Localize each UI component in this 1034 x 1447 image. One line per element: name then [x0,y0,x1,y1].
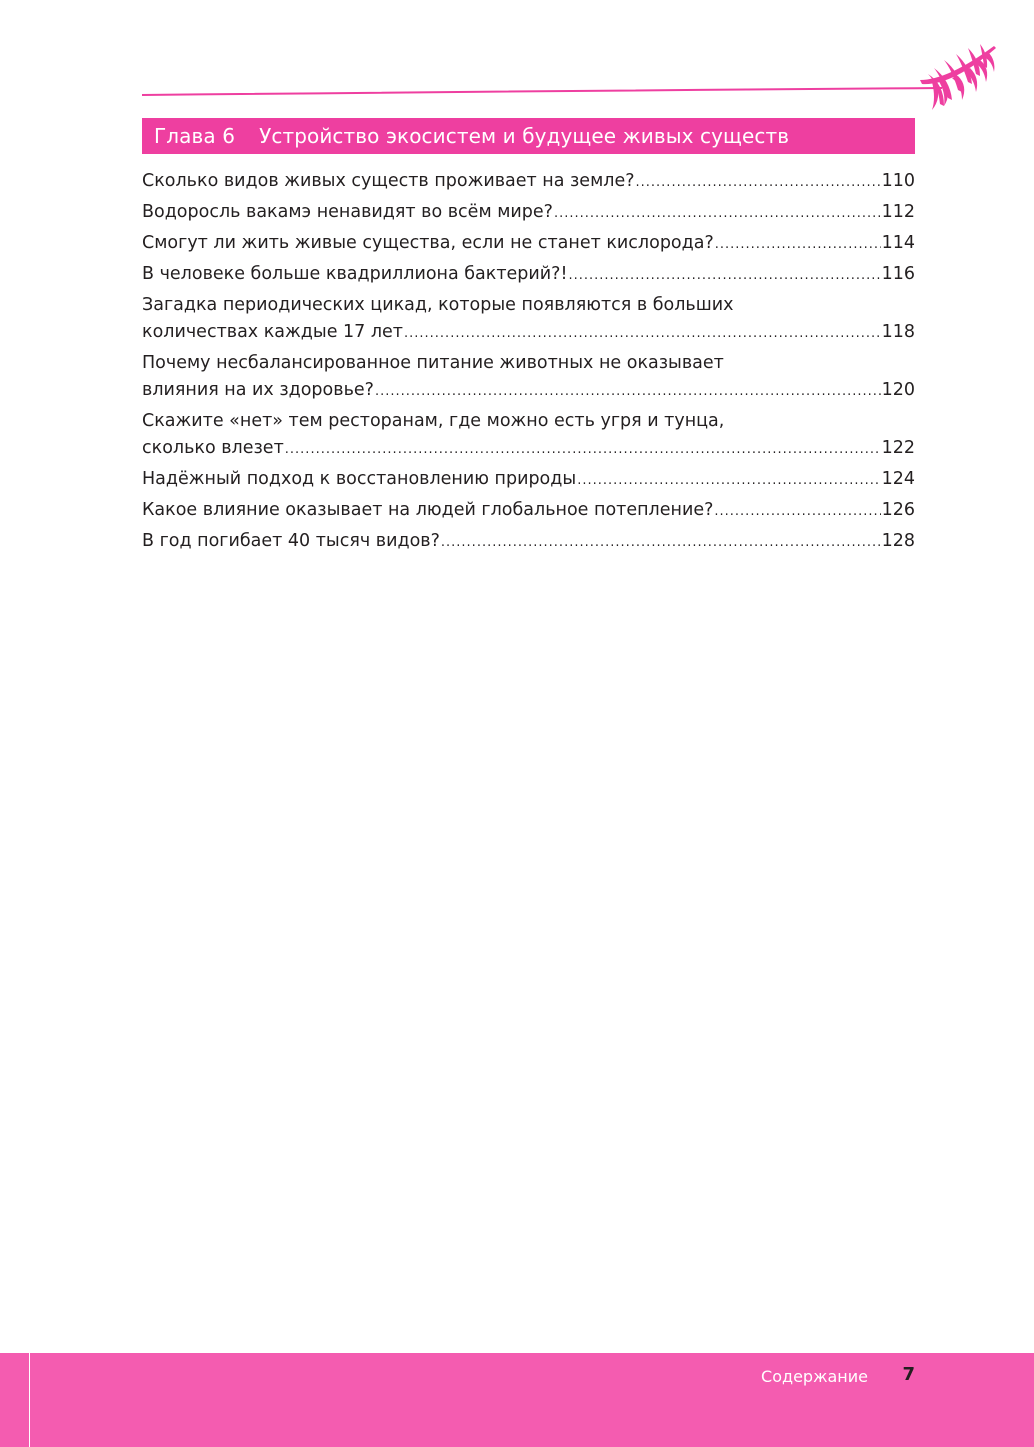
toc-entry[interactable] [142,408,915,463]
footer-page-number: 7 [902,1364,915,1385]
toc-entry-page: 112 [881,202,915,222]
toc-entry-line [142,350,915,377]
toc-entry[interactable] [142,528,915,556]
toc-entry-line [142,168,915,196]
toc-entry-line [142,528,915,556]
toc-entry-title: Загадка периодических цикад, которые появляются в больших [142,295,734,315]
toc-entry-line [142,261,915,289]
toc-entry-title: Скажите «нет» тем ресторанам, где можно есть угря и тунца, [142,411,725,431]
toc-entry-page: 120 [881,380,915,400]
toc-entry-line [142,319,915,347]
toc-entry-page: 122 [881,438,915,458]
toc-entry[interactable] [142,199,915,227]
toc-entry-title: сколько влезет [142,438,284,458]
toc-entry-title: Надёжный подход к восстановлению природы [142,469,577,489]
toc-entry-title: количествах каждые 17 лет [142,322,403,342]
toc-entry-title: В человеке больше квадриллиона бактерий?! [142,264,568,284]
toc-entry[interactable] [142,497,915,525]
toc-entry-page: 118 [881,322,915,342]
toc-entry[interactable] [142,261,915,289]
toc-entry-line [142,199,915,227]
toc-leader-dots [285,436,881,463]
toc-leader-dots [715,231,881,258]
toc-list [142,168,915,559]
toc-leader-dots [404,320,881,347]
toc-leader-dots [375,378,881,405]
footer-bar [0,1353,1034,1447]
toc-leader-dots [577,467,880,494]
toc-entry[interactable] [142,230,915,258]
toc-entry-page: 114 [881,233,915,253]
toc-leader-dots [441,529,881,556]
footer-section-label: Содержание [761,1367,868,1386]
toc-entry-line [142,408,915,435]
toc-entry-page: 126 [881,500,915,520]
toc-leader-dots [568,262,880,289]
toc-leader-dots [636,169,881,196]
toc-entry[interactable] [142,292,915,347]
toc-entry[interactable] [142,168,915,196]
toc-entry-line [142,466,915,494]
toc-entry-line [142,292,915,319]
toc-leader-dots [714,498,880,525]
toc-entry-line [142,435,915,463]
toc-entry-page: 128 [881,531,915,551]
toc-entry-title: В год погибает 40 тысяч видов? [142,531,440,551]
toc-entry-page: 124 [881,469,915,489]
fern-icon [918,40,998,112]
toc-entry[interactable] [142,466,915,494]
toc-entry-line [142,230,915,258]
chapter-number: Глава 6 [154,124,236,148]
header-rule [142,86,942,98]
toc-entry-title: Сколько видов живых существ проживает на земле? [142,171,635,191]
chapter-title: Устройство экосистем и будущее живых существ [259,124,790,148]
toc-leader-dots [554,200,881,227]
toc-entry-page: 110 [881,171,915,191]
toc-entry-line [142,497,915,525]
chapter-banner [142,118,915,154]
toc-entry-line [142,377,915,405]
toc-entry-title: Почему несбалансированное питание животных не оказывает [142,353,724,373]
toc-entry-title: Какое влияние оказывает на людей глобальное потепление? [142,500,714,520]
toc-entry-title: влияния на их здоровье? [142,380,374,400]
footer-divider [29,1353,30,1447]
toc-entry-title: Смогут ли жить живые существа, если не станет кислорода? [142,233,714,253]
toc-entry-page: 116 [881,264,915,284]
toc-entry-title: Водоросль вакамэ ненавидят во всём мире? [142,202,553,222]
toc-entry[interactable] [142,350,915,405]
